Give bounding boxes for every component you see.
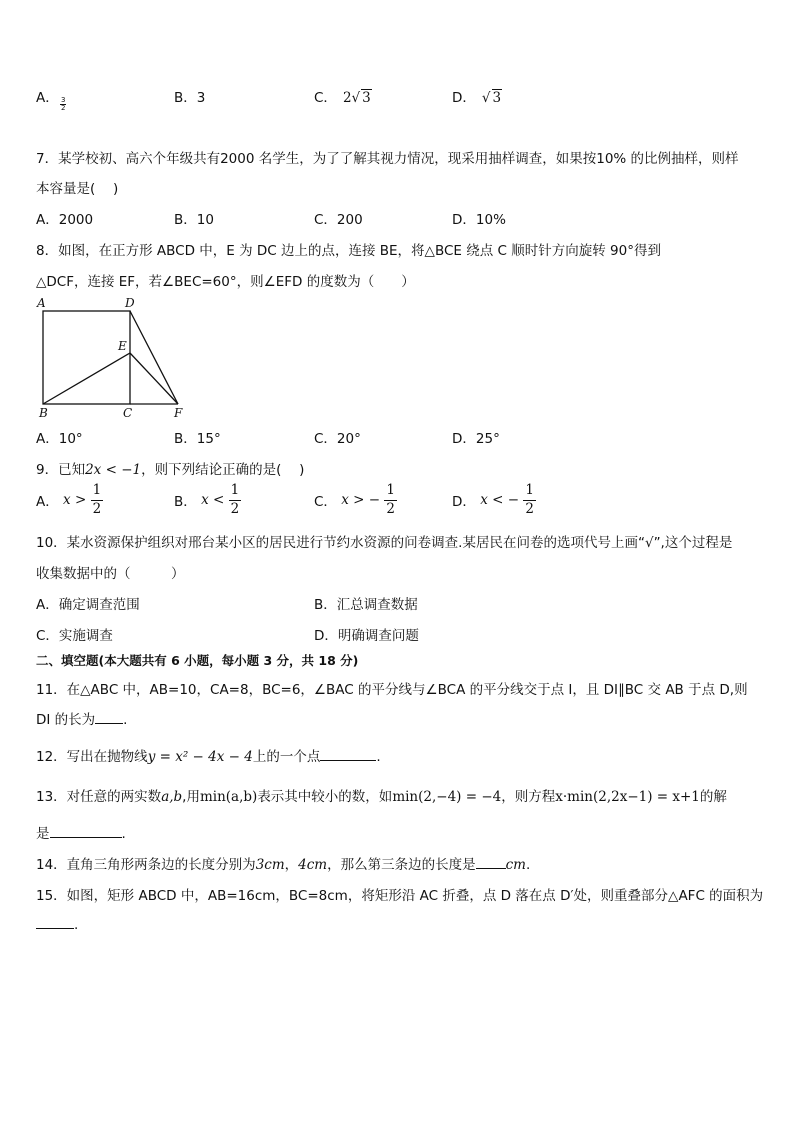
- q9-stem-post: ，则下列结论正确的是( ): [141, 462, 305, 478]
- q9-c-den: 2: [386, 500, 395, 517]
- q9-stem-pre: 9．已知: [36, 462, 86, 478]
- q11-stem-line1: 11．在△ABC 中，AB=10，CA=8，BC=6，∠BAC 的平分线与∠BCA 的平分线交于点 I，且 DI∥BC 交 AB 于点 D,则: [36, 682, 748, 698]
- label-b: B: [39, 406, 48, 420]
- q6-c-label: C．: [314, 90, 337, 106]
- q6-option-d: D． √ 3: [452, 90, 502, 106]
- square-abcd: [43, 311, 130, 404]
- q14-v1: 3cm: [255, 857, 285, 873]
- q6-a-label: A．: [36, 90, 59, 106]
- q6-d-label: D．: [452, 90, 476, 106]
- q13-mid1: ,用: [182, 789, 200, 805]
- q14-v2: 4cm: [298, 857, 328, 873]
- q14-pre: 14．直角三角形两条边的长度分别为: [36, 857, 256, 873]
- q13-post: 的解: [699, 789, 727, 805]
- q10-option-b: B．汇总调查数据: [314, 597, 418, 613]
- q13-equation: x·min(2,2x−1) = x+1: [555, 789, 700, 805]
- q9-a-num: 1: [91, 484, 104, 501]
- q13-stem-line1: [36, 785, 727, 805]
- q12-stem: [36, 745, 381, 765]
- q12-pre: 12．写出在抛物线: [36, 749, 148, 765]
- q12-answer-blank[interactable]: [320, 748, 376, 761]
- q6-c-coef: 2: [342, 90, 352, 106]
- q6-option-b: B．3: [174, 90, 206, 106]
- q9-b-num: 1: [229, 484, 242, 501]
- label-d: D: [125, 296, 135, 310]
- q7-option-b: B．10: [174, 212, 214, 228]
- q10-option-c: C．实施调查: [36, 628, 113, 644]
- q9-a-label: A．: [36, 494, 59, 510]
- q8-option-b: B．15°: [174, 431, 221, 447]
- q7-stem-line2: 本容量是( ): [36, 181, 119, 197]
- q10-stem-line2: 收集数据中的（ ）: [36, 566, 185, 582]
- label-a: A: [37, 296, 46, 310]
- q6-a-den: 2: [61, 104, 66, 112]
- q9-d-rel: x < −: [480, 492, 520, 508]
- label-e: E: [118, 339, 127, 353]
- q13-example: min(2,−4) = −4: [392, 789, 502, 805]
- q14-answer-blank[interactable]: [476, 856, 506, 869]
- q10-stem-line1: 10．某水资源保护组织对邢台某小区的居民进行节约水资源的问卷调查.某居民在问卷的选项代号上画“√”,这个过程是: [36, 535, 733, 551]
- q9-a-den: 2: [92, 500, 102, 517]
- q11-stem-line2: [36, 708, 127, 728]
- q12-end: .: [376, 749, 381, 765]
- q15-stem-line2: [36, 916, 78, 933]
- q9-stem-math: 2x < −1: [85, 462, 142, 478]
- q8-option-a: A．10°: [36, 431, 83, 447]
- q13-pre: 13．对任意的两实数: [36, 789, 162, 805]
- q14-unit: cm: [505, 857, 526, 873]
- q8-option-d: D．25°: [452, 431, 500, 447]
- q6-a-fraction: [60, 97, 66, 112]
- q13-mid2: 表示其中较小的数，如: [257, 789, 393, 805]
- q6-option-a: [36, 86, 59, 106]
- q15-line2-post: .: [74, 917, 79, 933]
- q14-mid: ，那么第三条边的长度是: [327, 857, 476, 873]
- q9-stem: [36, 458, 304, 478]
- q11-answer-blank[interactable]: [95, 711, 123, 724]
- q9-b-label: B．: [174, 494, 197, 510]
- q13-line2-pre: 是: [36, 826, 50, 842]
- segment-be: [43, 353, 130, 404]
- q9-c-label: C．: [314, 494, 337, 510]
- q8-option-c: C．20°: [314, 431, 361, 447]
- q7-option-a: A．2000: [36, 212, 94, 228]
- q8-figure: [34, 295, 194, 420]
- q14-sep: ，: [284, 857, 299, 873]
- segment-df: [130, 311, 178, 404]
- q6-c-rad: 3: [362, 90, 371, 106]
- q13-line2-post: .: [121, 826, 126, 842]
- q13-mid3: ，则方程: [501, 789, 556, 805]
- q9-option-c: [314, 484, 397, 516]
- q9-option-a: [36, 484, 103, 516]
- q13-answer-blank[interactable]: [50, 825, 122, 838]
- q9-b-den: 2: [230, 500, 240, 517]
- q14-end: .: [525, 857, 531, 873]
- q8-stem-line2: △DCF，连接 EF，若∠BEC=60°，则∠EFD 的度数为（ ）: [36, 274, 415, 290]
- q6-option-c: C． 2√ 3: [314, 90, 371, 106]
- q7-option-c: C．200: [314, 212, 363, 228]
- q9-c-num: 1: [384, 484, 397, 501]
- q9-d-label: D．: [452, 494, 476, 510]
- q13-min-ab: min(a,b): [199, 789, 258, 805]
- q7-option-d: D．10%: [452, 212, 506, 228]
- q9-a-rel: x >: [63, 492, 87, 508]
- q9-c-rel: x > −: [341, 492, 381, 508]
- q12-post: 上的一个点: [252, 749, 321, 765]
- q6-d-rad: 3: [492, 90, 502, 106]
- q14-stem: [36, 853, 530, 873]
- q11-line2-pre: DI 的长为: [36, 712, 96, 728]
- q15-stem-line1: 15．如图，矩形 ABCD 中，AB=16cm，BC=8cm，将矩形沿 AC 折叠，点 D 落在点 D′处，则重叠部分△AFC 的面积为: [36, 888, 764, 904]
- q9-option-d: [452, 484, 536, 516]
- q12-math: y = x² − 4x − 4: [147, 749, 253, 765]
- section-header-fill-in: 二、填空题(本大题共有 6 小题，每小题 3 分，共 18 分): [36, 653, 359, 668]
- q10-option-a: A．确定调查范围: [36, 597, 140, 613]
- q8-stem-line1: 8．如图，在正方形 ABCD 中，E 为 DC 边上的点，连接 BE，将△BCE 绕点 C 顺时针方向旋转 90°得到: [36, 243, 661, 259]
- label-c: C: [123, 406, 133, 420]
- q9-d-num: 1: [523, 484, 536, 501]
- segment-ef: [130, 353, 178, 404]
- q9-option-b: [174, 484, 241, 516]
- q13-stem-line2: [36, 822, 126, 842]
- q9-d-den: 2: [525, 500, 534, 517]
- q11-line2-post: .: [123, 712, 128, 728]
- q7-stem-line1: 7．某学校初、高六个年级共有2000 名学生，为了了解其视力情况，现采用抽样调查，如果按10% 的比例抽样，则样: [36, 151, 739, 167]
- q15-answer-blank[interactable]: [36, 916, 74, 929]
- q13-ab: a,b: [161, 789, 183, 805]
- q6-a-num: 3: [61, 96, 66, 104]
- q10-option-d: D．明确调查问题: [314, 628, 419, 644]
- label-f: F: [174, 406, 183, 420]
- q9-b-rel: x <: [201, 492, 225, 508]
